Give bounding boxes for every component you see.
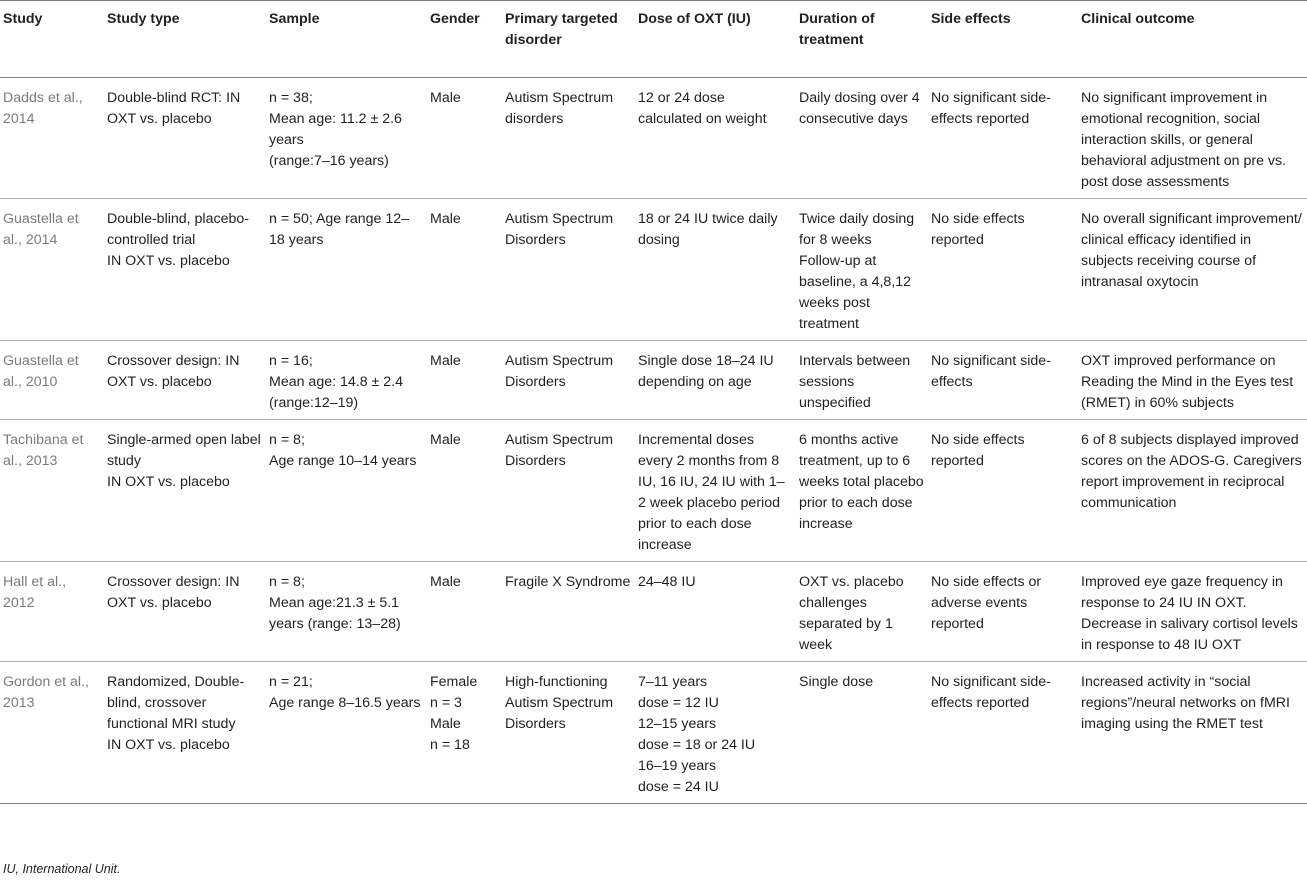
cell-sample: n = 8; Age range 10–14 years: [266, 420, 427, 562]
cell-duration: Single dose: [796, 662, 928, 804]
cell-duration: OXT vs. placebo challenges separated by 1 week: [796, 562, 928, 662]
cell-clinical-outcome: Increased activity in “social regions”/neural networks on fMRI imaging using the RMET test: [1078, 662, 1307, 804]
cell-gender: Male: [427, 420, 502, 562]
table-row: [0, 78, 1307, 199]
cell-dose: 18 or 24 IU twice daily dosing: [635, 199, 796, 341]
cell-study: Gordon et al., 2013: [0, 662, 104, 804]
cell-clinical-outcome: OXT improved performance on Reading the Mind in the Eyes test (RMET) in 60% subjects: [1078, 341, 1307, 420]
cell-gender: Male: [427, 199, 502, 341]
cell-gender: Male: [427, 562, 502, 662]
cell-side-effects: No significant side-effects: [928, 341, 1078, 420]
header-gender: Gender: [427, 1, 502, 78]
cell-study: Tachibana et al., 2013: [0, 420, 104, 562]
header-side-effects: Side effects: [928, 1, 1078, 78]
cell-duration: Twice daily dosing for 8 weeks Follow-up at baseline, a 4,8,12 weeks post treatment: [796, 199, 928, 341]
cell-disorder: Autism Spectrum disorders: [502, 78, 635, 199]
cell-duration: 6 months active treatment, up to 6 weeks total placebo prior to each dose increase: [796, 420, 928, 562]
cell-study: Dadds et al., 2014: [0, 78, 104, 199]
cell-disorder: Autism Spectrum Disorders: [502, 420, 635, 562]
header-study-type: Study type: [104, 1, 266, 78]
cell-side-effects: No significant side-effects reported: [928, 662, 1078, 804]
table-footnote: IU, International Unit.: [3, 862, 121, 876]
cell-sample: n = 50; Age range 12–18 years: [266, 199, 427, 341]
cell-clinical-outcome: No significant improvement in emotional recognition, social interaction skills, or general behavioral adjustment on pre vs. post dose assessments: [1078, 78, 1307, 199]
cell-side-effects: No side effects reported: [928, 199, 1078, 341]
cell-study-type: Crossover design: IN OXT vs. placebo: [104, 341, 266, 420]
cell-study-type: Single-armed open label study IN OXT vs. placebo: [104, 420, 266, 562]
cell-gender: Female n = 3 Male n = 18: [427, 662, 502, 804]
cell-sample: n = 16; Mean age: 14.8 ± 2.4 (range:12–19): [266, 341, 427, 420]
cell-study-type: Randomized, Double-blind, crossover functional MRI study IN OXT vs. placebo: [104, 662, 266, 804]
cell-dose: 7–11 years dose = 12 IU 12–15 years dose = 18 or 24 IU 16–19 years dose = 24 IU: [635, 662, 796, 804]
cell-disorder: Fragile X Syndrome: [502, 562, 635, 662]
cell-dose: 24–48 IU: [635, 562, 796, 662]
cell-disorder: Autism Spectrum Disorders: [502, 199, 635, 341]
cell-clinical-outcome: Improved eye gaze frequency in response to 24 IU IN OXT. Decrease in salivary cortisol levels in response to 48 IU OXT: [1078, 562, 1307, 662]
table-row: [0, 420, 1307, 562]
cell-gender: Male: [427, 341, 502, 420]
cell-duration: Daily dosing over 4 consecutive days: [796, 78, 928, 199]
cell-side-effects: No side effects or adverse events reported: [928, 562, 1078, 662]
header-row: [0, 1, 1307, 78]
cell-study-type: Double-blind RCT: IN OXT vs. placebo: [104, 78, 266, 199]
cell-study: Guastella et al., 2010: [0, 341, 104, 420]
cell-clinical-outcome: No overall significant improvement/ clinical efficacy identified in subjects receiving course of intranasal oxytocin: [1078, 199, 1307, 341]
cell-disorder: Autism Spectrum Disorders: [502, 341, 635, 420]
cell-gender: Male: [427, 78, 502, 199]
cell-clinical-outcome: 6 of 8 subjects displayed improved scores on the ADOS-G. Caregivers report improvement in reciprocal communication: [1078, 420, 1307, 562]
table-row: [0, 562, 1307, 662]
cell-study: Guastella et al., 2014: [0, 199, 104, 341]
cell-side-effects: No significant side-effects reported: [928, 78, 1078, 199]
header-duration: Duration of treatment: [796, 1, 928, 78]
cell-disorder: High-functioning Autism Spectrum Disorders: [502, 662, 635, 804]
cell-sample: n = 38; Mean age: 11.2 ± 2.6 years (range:7–16 years): [266, 78, 427, 199]
cell-sample: n = 21; Age range 8–16.5 years: [266, 662, 427, 804]
table-header: [0, 1, 1307, 78]
header-primary-disorder: Primary targeted disorder: [502, 1, 635, 78]
header-clinical-outcome: Clinical outcome: [1078, 1, 1307, 78]
header-study: Study: [0, 1, 104, 78]
cell-dose: Incremental doses every 2 months from 8 IU, 16 IU, 24 IU with 1–2 week placebo period prior to each dose increase: [635, 420, 796, 562]
table-row: [0, 341, 1307, 420]
cell-study: Hall et al., 2012: [0, 562, 104, 662]
cell-study-type: Crossover design: IN OXT vs. placebo: [104, 562, 266, 662]
cell-duration: Intervals between sessions unspecified: [796, 341, 928, 420]
cell-dose: 12 or 24 dose calculated on weight: [635, 78, 796, 199]
header-sample: Sample: [266, 1, 427, 78]
cell-dose: Single dose 18–24 IU depending on age: [635, 341, 796, 420]
table-body: [0, 78, 1307, 804]
cell-study-type: Double-blind, placebo-controlled trial IN OXT vs. placebo: [104, 199, 266, 341]
table-row: [0, 199, 1307, 341]
cell-side-effects: No side effects reported: [928, 420, 1078, 562]
table-row: [0, 662, 1307, 804]
header-dose: Dose of OXT (IU): [635, 1, 796, 78]
cell-sample: n = 8; Mean age:21.3 ± 5.1 years (range: 13–28): [266, 562, 427, 662]
